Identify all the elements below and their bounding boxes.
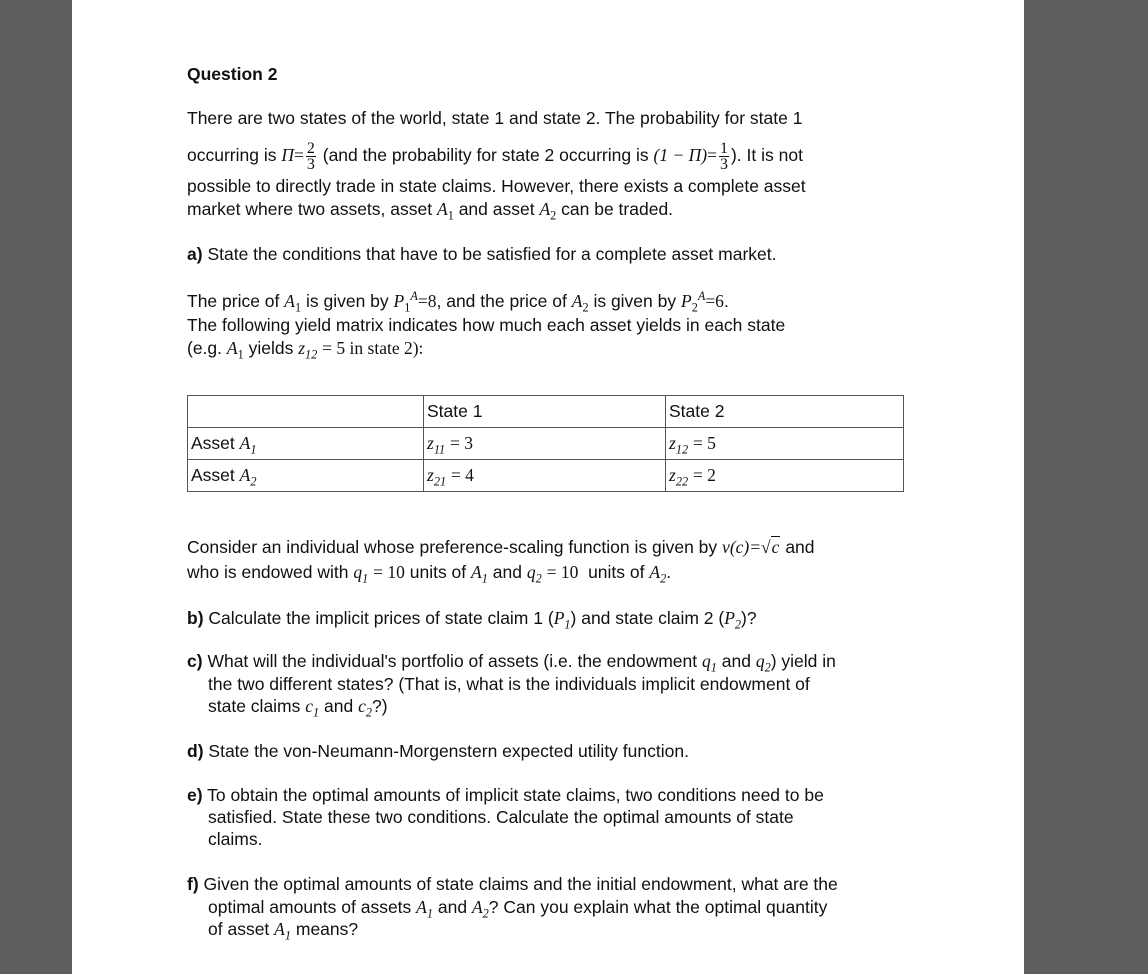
table-cell-asset: Asset $A_2$: [188, 460, 424, 492]
table-cell-value: $z_{21} = 4$: [424, 460, 666, 492]
intro-line-1: There are two states of the world, state 1 and state 2. The probability for state 1: [187, 108, 803, 128]
intro-line-2: occurring is Π= $\frac{2}{3}$ (and the probability for state 2 occurring is (1 − Π)= $\frac{1}{3}$ ). It is not: [187, 140, 803, 173]
part-e-line-1: e) To obtain the optimal amounts of implicit state claims, two conditions need to be: [187, 785, 824, 805]
part-c-line-2: the two different states? (That is, what is the individuals implicit endowment of: [208, 674, 810, 694]
part-a: a) State the conditions that have to be satisfied for a complete asset market.: [187, 244, 777, 264]
fraction-two-thirds: $\frac{2}{3}$: [306, 140, 315, 173]
table-cell-asset: Asset $A_1$: [188, 428, 424, 460]
document-page: [72, 0, 1024, 974]
table-row: [188, 460, 904, 492]
table-cell-value: $z_{11} = 3$: [424, 428, 666, 460]
prices-line-1: The price of $A_1$ is given by $P_1^A=8$, and the price of $A_2$ is given by $P_2^A=6$.: [187, 289, 729, 315]
table-cell-value: $z_{12} = 5$: [666, 428, 904, 460]
part-b: b) Calculate the implicit prices of state claim 1 $(P_1)$ and state claim 2 $(P_2)$?: [187, 608, 757, 632]
consider-line-1: Consider an individual whose preference-scaling function is given by v(c)=√c and: [187, 537, 815, 557]
prices-line-2: The following yield matrix indicates how much each asset yields in each state: [187, 315, 786, 335]
square-root: √c: [761, 537, 780, 557]
part-f-line-3: of asset $A_1$ means?: [208, 919, 359, 943]
part-e-line-3: claims.: [208, 829, 263, 849]
table-row: [188, 428, 904, 460]
table-header-cell: State 2: [666, 396, 904, 428]
consider-line-2: who is endowed with $q_1 = 10$ units of $A_1$ and $q_2 = 10$ units of $A_2$.: [187, 562, 672, 586]
part-d: d) State the von-Neumann-Morgenstern expected utility function.: [187, 741, 689, 761]
prices-line-3: (e.g. $A_1$ yields $z_{12} = 5$ in state 2):: [187, 338, 424, 362]
intro-line-4: market where two assets, asset $A_1$ and asset $A_2$ can be traded.: [187, 199, 674, 223]
table-header-row: [188, 396, 904, 428]
part-c-line-1: c) What will the individual's portfolio of assets (i.e. the endowment $q_1$ and $q_2$) yield in: [187, 651, 836, 675]
yield-matrix-table: [187, 395, 904, 492]
part-f-line-2: optimal amounts of assets $A_1$ and $A_2$? Can you explain what the optimal quantity: [208, 897, 828, 921]
question-heading: Question 2: [187, 64, 278, 84]
table-header-cell: [188, 396, 424, 428]
table-header-cell: State 1: [424, 396, 666, 428]
part-e-line-2: satisfied. State these two conditions. Calculate the optimal amounts of state: [208, 807, 794, 827]
fraction-one-third: $\frac{1}{3}$: [719, 140, 728, 173]
part-f-line-1: f) Given the optimal amounts of state claims and the initial endowment, what are the: [187, 874, 838, 894]
part-c-line-3: state claims $c_1$ and $c_2$?): [208, 696, 388, 720]
table-cell-value: $z_{22} = 2$: [666, 460, 904, 492]
intro-line-3: possible to directly trade in state claims. However, there exists a complete asset: [187, 176, 806, 196]
